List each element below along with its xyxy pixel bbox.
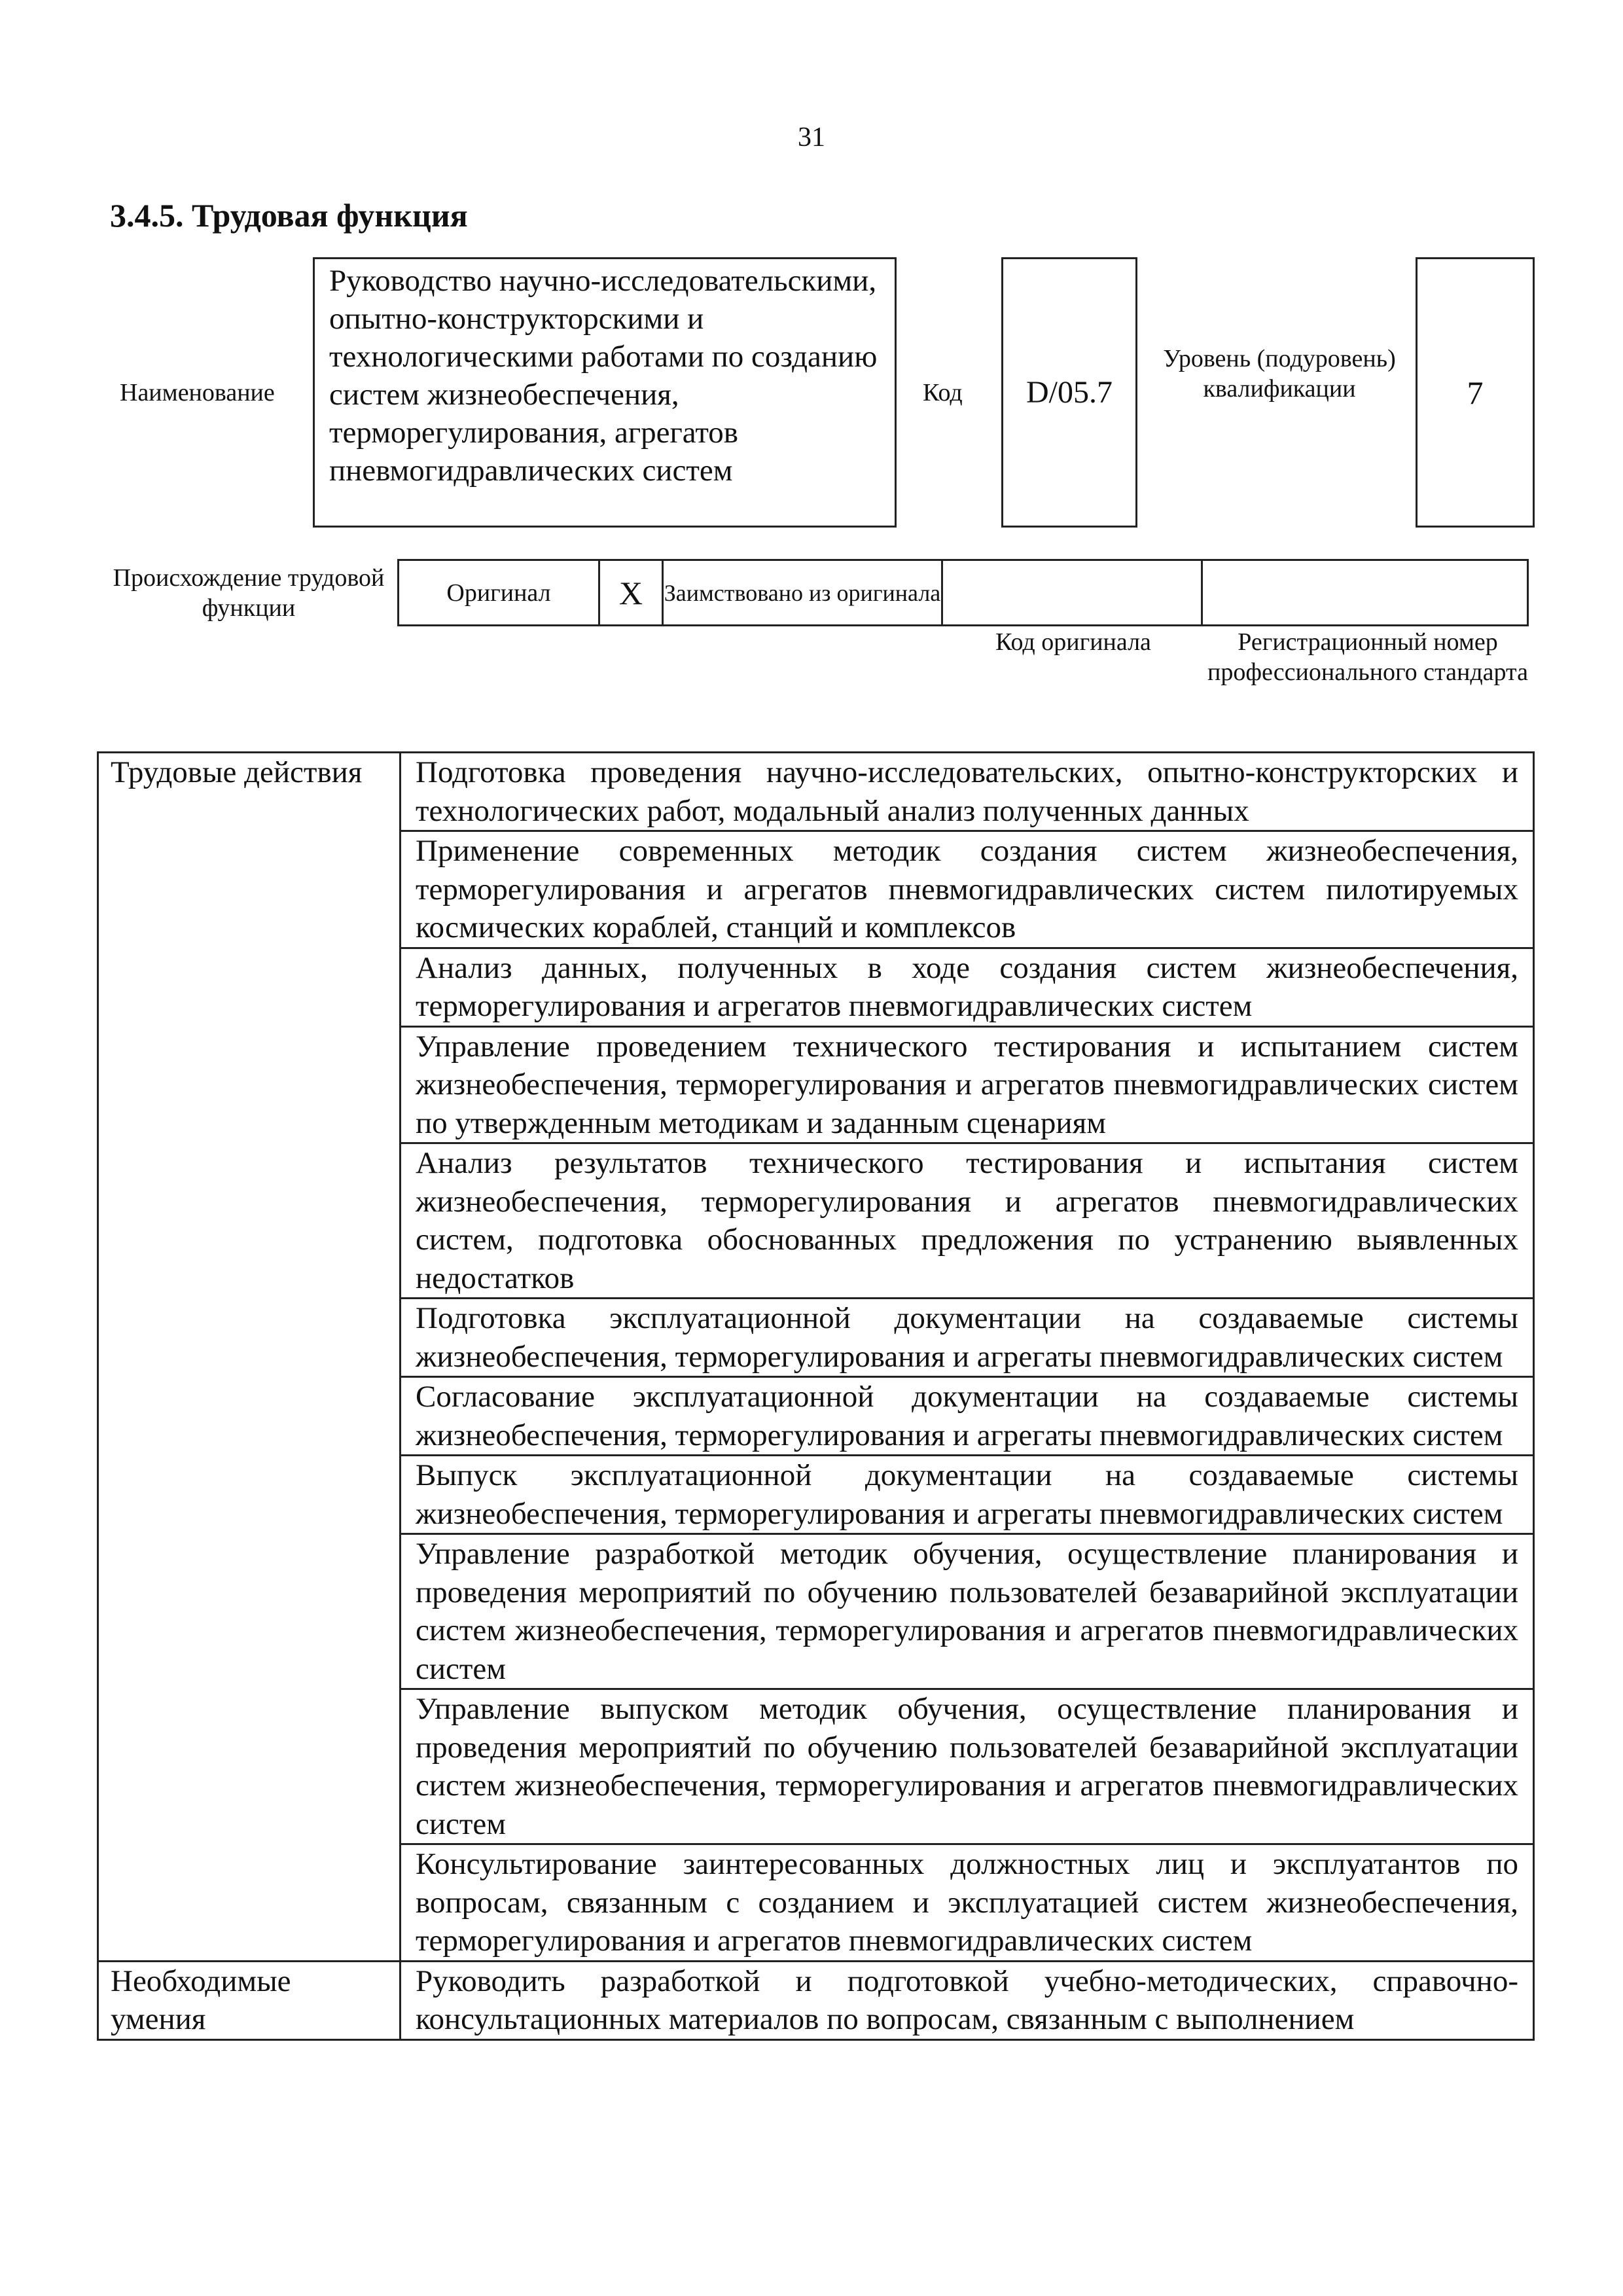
labor-actions-item: Подготовка эксплуатационной документации на создаваемые системы жизнеобеспечения, терморегулирования и агрегаты пневмогидравлических систем: [401, 1299, 1534, 1377]
qualification-level-box: 7: [1416, 257, 1535, 528]
original-mark: X: [598, 559, 664, 626]
function-name-box: Руководство научно-исследовательскими, опытно-конструкторскими и технологическими работами по созданию систем жизнеобеспечения, терморегулирования, агрегатов пневмогидравлических систем: [313, 257, 897, 528]
section-title: 3.4.5. Трудовая функция: [110, 197, 468, 234]
labor-actions-item: Применение современных методик создания систем жизнеобеспечения, терморегулирования и агрегатов пневмогидравлических систем пилотируемых космических кораблей, станций и комплексов: [401, 831, 1534, 948]
labor-actions-item: Подготовка проведения научно-исследовательских, опытно-конструкторских и технологических работ, модальный анализ полученных данных: [401, 753, 1534, 831]
reg-number-cell: [1201, 559, 1529, 626]
labor-actions-row: [98, 753, 1534, 831]
original-code-cell: [941, 559, 1203, 626]
skills-row: [98, 1961, 1534, 2039]
function-details-table: [97, 751, 1535, 2041]
qualification-level-label: Уровень (подуровень) квалификации: [1163, 345, 1396, 403]
labor-actions-item: Управление проведением технического тестирования и испытанием систем жизнеобеспечения, терморегулирования и агрегатов пневмогидравлических систем по утвержденным методикам и заданным сценариям: [401, 1026, 1534, 1143]
page-number: 31: [798, 122, 825, 152]
labor-actions-item: Выпуск эксплуатационной документации на создаваемые системы жизнеобеспечения, терморегулирования и агрегаты пневмогидравлических систем: [401, 1456, 1534, 1534]
borrowed-label: Заимствовано из оригинала: [662, 559, 943, 626]
labor-actions-item: Анализ данных, полученных в ходе создания систем жизнеобеспечения, терморегулирования и агрегатов пневмогидравлических систем: [401, 948, 1534, 1026]
original-code-caption: Код оригинала: [995, 628, 1151, 656]
labor-actions-label: Трудовые действия: [98, 753, 401, 1962]
origin-label: Происхождение трудовой функции: [113, 564, 385, 622]
labor-actions-item: Управление разработкой методик обучения, осуществление планирования и проведения мероприятий по обучению пользователей безаварийной эксплуатации систем жизнеобеспечения, терморегулирования и агрегатов пневмогидравлических систем: [401, 1534, 1534, 1689]
labor-actions-item: Анализ результатов технического тестирования и испытания систем жизнеобеспечения, терморегулирования и агрегатов пневмогидравлических систем, подготовка обоснованных предложения по устранению выявленных недостатков: [401, 1143, 1534, 1299]
skills-label: Необходимые умения: [98, 1961, 401, 2039]
reg-number-caption: Регистрационный номер профессионального стандарта: [1207, 628, 1528, 686]
origin-row: [399, 559, 1535, 626]
skills-item: Руководить разработкой и подготовкой учебно-методических, справочно-консультационных материалов по вопросам, связанным с выполнением: [401, 1961, 1534, 2039]
name-label: Наименование: [120, 379, 275, 406]
code-label: Код: [923, 379, 963, 406]
function-code-box: D/05.7: [1001, 257, 1137, 528]
labor-actions-item: Управление выпуском методик обучения, осуществление планирования и проведения мероприятий по обучению пользователей безаварийной эксплуатации систем жизнеобеспечения, терморегулирования и агрегатов пневмогидравлических систем: [401, 1689, 1534, 1844]
labor-actions-item: Консультирование заинтересованных должностных лиц и эксплуатантов по вопросам, связанным с созданием и эксплуатацией систем жизнеобеспечения, терморегулирования и агрегатов пневмогидравлических систем: [401, 1844, 1534, 1962]
labor-actions-item: Согласование эксплуатационной документации на создаваемые системы жизнеобеспечения, терморегулирования и агрегаты пневмогидравлических систем: [401, 1377, 1534, 1456]
original-label: Оригинал: [397, 559, 600, 626]
